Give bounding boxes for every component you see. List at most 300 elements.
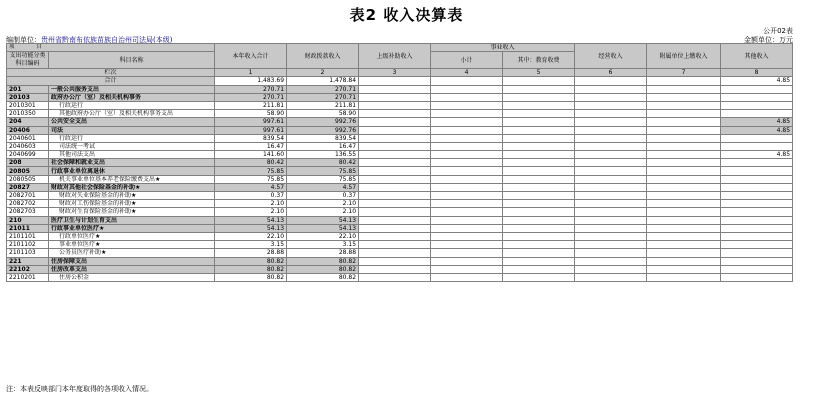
subject-name: 财政对其他社会保险基金的补助★	[49, 183, 215, 191]
fiscal-value: 270.71	[287, 93, 359, 101]
subject-name: 其他政府办公厅（室）及相关机构事务支出	[49, 110, 215, 118]
fiscal-value: 80.82	[287, 273, 359, 281]
empty-cell	[359, 85, 431, 93]
empty-cell	[503, 134, 575, 142]
header-row-label: 栏次	[7, 69, 215, 77]
fiscal-value: 992.76	[287, 126, 359, 134]
subject-name: 机关事业单位基本养老保险缴费支出★	[49, 175, 215, 183]
current-total-value: 211.81	[215, 101, 287, 109]
empty-cell	[503, 241, 575, 249]
empty-cell	[575, 85, 647, 93]
empty-cell	[431, 208, 503, 216]
fiscal-value: 839.54	[287, 134, 359, 142]
fiscal-value: 80.82	[287, 265, 359, 273]
other-value	[721, 208, 793, 216]
fiscal-value: 0.37	[287, 192, 359, 200]
table-row	[7, 101, 793, 109]
empty-cell	[503, 118, 575, 126]
subject-name: 一般公共服务支出	[49, 85, 215, 93]
subject-code: 2210201	[7, 273, 49, 281]
table-row	[7, 224, 793, 232]
form-code: 公开02表	[763, 27, 793, 35]
subject-code: 2101101	[7, 232, 49, 240]
empty-cell	[431, 175, 503, 183]
other-value: 4.85	[721, 151, 793, 159]
table-row	[7, 249, 793, 257]
empty-cell	[575, 134, 647, 142]
subject-code: 2082701	[7, 192, 49, 200]
subject-code: 2040603	[7, 142, 49, 150]
fiscal-value: 75.85	[287, 167, 359, 175]
subject-code: 2080505	[7, 175, 49, 183]
empty-cell	[431, 77, 503, 85]
empty-cell	[359, 265, 431, 273]
table-row	[7, 151, 793, 159]
table-row	[7, 232, 793, 240]
footnote: 注：本表反映部门本年度取得的各项收入情况。	[6, 385, 153, 393]
fiscal-value: 2.10	[287, 208, 359, 216]
empty-cell	[575, 241, 647, 249]
current-total-value: 839.54	[215, 134, 287, 142]
subject-name: 行政运行	[49, 101, 215, 109]
fiscal-value: 270.71	[287, 85, 359, 93]
empty-cell	[647, 151, 721, 159]
table-row	[7, 192, 793, 200]
empty-cell	[575, 126, 647, 134]
empty-cell	[431, 93, 503, 101]
subject-name: 住房公积金	[49, 273, 215, 281]
subject-code: 221	[7, 257, 49, 265]
empty-cell	[503, 216, 575, 224]
table-row	[7, 85, 793, 93]
empty-cell	[575, 142, 647, 150]
table-row	[7, 167, 793, 175]
empty-cell	[431, 126, 503, 134]
subject-name: 住房改革支出	[49, 265, 215, 273]
fiscal-value: 58.90	[287, 110, 359, 118]
current-total-value: 75.85	[215, 167, 287, 175]
subject-name: 财政对生育保险基金的补助★	[49, 208, 215, 216]
col-num: 7	[647, 69, 721, 77]
col-num: 1	[215, 69, 287, 77]
current-total-value: 16.47	[215, 142, 287, 150]
header-affiliate: 附属单位上缴收入	[647, 44, 721, 69]
fiscal-value: 211.81	[287, 101, 359, 109]
fiscal-value: 2.10	[287, 200, 359, 208]
other-value	[721, 183, 793, 191]
subject-name: 行政运行	[49, 134, 215, 142]
col-num: 2	[287, 69, 359, 77]
subject-name: 住房保障支出	[49, 257, 215, 265]
empty-cell	[647, 167, 721, 175]
current-total-value: 54.13	[215, 216, 287, 224]
empty-cell	[575, 249, 647, 257]
empty-cell	[575, 183, 647, 191]
empty-cell	[359, 273, 431, 281]
empty-cell	[575, 175, 647, 183]
empty-cell	[359, 175, 431, 183]
empty-cell	[647, 93, 721, 101]
empty-cell	[575, 273, 647, 281]
empty-cell	[359, 151, 431, 159]
other-value	[721, 142, 793, 150]
fiscal-value: 16.47	[287, 142, 359, 150]
table-row	[7, 110, 793, 118]
col-num: 4	[431, 69, 503, 77]
empty-cell	[647, 110, 721, 118]
empty-cell	[431, 232, 503, 240]
other-value	[721, 192, 793, 200]
empty-cell	[503, 249, 575, 257]
subject-code: 2040699	[7, 151, 49, 159]
subject-code: 20827	[7, 183, 49, 191]
empty-cell	[431, 257, 503, 265]
empty-cell	[359, 167, 431, 175]
empty-cell	[503, 159, 575, 167]
fiscal-value: 75.85	[287, 175, 359, 183]
fiscal-value: 80.42	[287, 159, 359, 167]
empty-cell	[647, 257, 721, 265]
empty-cell	[359, 110, 431, 118]
table-row	[7, 118, 793, 126]
current-total-value: 80.82	[215, 273, 287, 281]
empty-cell	[431, 167, 503, 175]
empty-cell	[647, 224, 721, 232]
empty-cell	[647, 208, 721, 216]
empty-cell	[503, 265, 575, 273]
empty-cell	[575, 265, 647, 273]
empty-cell	[359, 208, 431, 216]
subject-code: 2101103	[7, 249, 49, 257]
empty-cell	[647, 118, 721, 126]
fiscal-value: 80.82	[287, 257, 359, 265]
empty-cell	[359, 192, 431, 200]
table-row	[7, 142, 793, 150]
table-row	[7, 216, 793, 224]
empty-cell	[575, 257, 647, 265]
empty-cell	[431, 224, 503, 232]
empty-cell	[503, 192, 575, 200]
subject-code: 210	[7, 216, 49, 224]
empty-cell	[359, 257, 431, 265]
empty-cell	[575, 159, 647, 167]
empty-cell	[503, 232, 575, 240]
report-title: 表2 收入决算表	[349, 6, 464, 24]
empty-cell	[503, 151, 575, 159]
empty-cell	[647, 142, 721, 150]
empty-cell	[647, 200, 721, 208]
fiscal-value: 54.13	[287, 216, 359, 224]
empty-cell	[503, 273, 575, 281]
empty-cell	[359, 134, 431, 142]
table-row	[7, 241, 793, 249]
empty-cell	[647, 159, 721, 167]
subject-name: 政府办公厅（室）及相关机构事务	[49, 93, 215, 101]
table-row	[7, 273, 793, 281]
subject-code: 201	[7, 85, 49, 93]
subject-name: 行政事业单位离退休	[49, 167, 215, 175]
current-total-value: 80.82	[215, 265, 287, 273]
header-business-sub: 小计	[431, 52, 503, 69]
total-label: 合计	[7, 77, 215, 85]
current-total-value: 2.10	[215, 200, 287, 208]
empty-cell	[503, 183, 575, 191]
current-total-value: 80.82	[215, 257, 287, 265]
empty-cell	[575, 200, 647, 208]
empty-cell	[503, 200, 575, 208]
empty-cell	[647, 273, 721, 281]
total-fiscal: 1,478.84	[287, 77, 359, 85]
empty-cell	[431, 118, 503, 126]
subject-name: 其他司法支出	[49, 151, 215, 159]
empty-cell	[503, 93, 575, 101]
income-table	[6, 43, 793, 282]
subject-name: 财政对失业保险基金的补助★	[49, 192, 215, 200]
empty-cell	[359, 142, 431, 150]
current-total-value: 141.60	[215, 151, 287, 159]
current-total-value: 54.13	[215, 224, 287, 232]
empty-cell	[431, 85, 503, 93]
current-total-value: 22.10	[215, 232, 287, 240]
table-row	[7, 126, 793, 134]
fiscal-value: 992.76	[287, 118, 359, 126]
empty-cell	[359, 232, 431, 240]
header-fiscal: 财政拨款收入	[287, 44, 359, 69]
fiscal-value: 3.15	[287, 241, 359, 249]
empty-cell	[575, 232, 647, 240]
empty-cell	[575, 93, 647, 101]
empty-cell	[575, 110, 647, 118]
fiscal-value: 54.13	[287, 224, 359, 232]
empty-cell	[359, 101, 431, 109]
other-value: 4.85	[721, 118, 793, 126]
empty-cell	[359, 77, 431, 85]
subject-code: 20103	[7, 93, 49, 101]
empty-cell	[431, 110, 503, 118]
subject-name: 公共安全支出	[49, 118, 215, 126]
subject-code: 2101102	[7, 241, 49, 249]
subject-name: 医疗卫生与计划生育支出	[49, 216, 215, 224]
other-value	[721, 85, 793, 93]
other-value	[721, 224, 793, 232]
total-row	[7, 77, 793, 85]
subject-code: 2010350	[7, 110, 49, 118]
empty-cell	[503, 224, 575, 232]
table-row	[7, 200, 793, 208]
empty-cell	[359, 159, 431, 167]
empty-cell	[431, 200, 503, 208]
header-code: 支出功能分类科目编码	[7, 52, 49, 69]
subject-name: 财政对工伤保险基金的补助★	[49, 200, 215, 208]
empty-cell	[647, 216, 721, 224]
other-value	[721, 200, 793, 208]
empty-cell	[431, 192, 503, 200]
empty-cell	[503, 110, 575, 118]
subject-name: 司法统一考试	[49, 142, 215, 150]
empty-cell	[647, 232, 721, 240]
table-row	[7, 265, 793, 273]
header-business-edu: 其中：教育收费	[503, 52, 575, 69]
table-row	[7, 93, 793, 101]
empty-cell	[503, 101, 575, 109]
empty-cell	[647, 241, 721, 249]
current-total-value: 3.15	[215, 241, 287, 249]
subject-code: 204	[7, 118, 49, 126]
total-other: 4.85	[721, 77, 793, 85]
table-row	[7, 183, 793, 191]
subject-code: 22102	[7, 265, 49, 273]
other-value	[721, 134, 793, 142]
organization-name: 贵州省黔南布依族苗族自治州司法局(本级)	[41, 36, 173, 44]
empty-cell	[431, 159, 503, 167]
col-num: 8	[721, 69, 793, 77]
other-value	[721, 101, 793, 109]
other-value	[721, 216, 793, 224]
subject-name: 行政事业单位医疗★	[49, 224, 215, 232]
subject-name: 公务员医疗补助★	[49, 249, 215, 257]
header-operating: 经营收入	[575, 44, 647, 69]
other-value	[721, 93, 793, 101]
empty-cell	[359, 200, 431, 208]
subject-code: 2040601	[7, 134, 49, 142]
subject-code: 208	[7, 159, 49, 167]
empty-cell	[647, 126, 721, 134]
empty-cell	[503, 257, 575, 265]
empty-cell	[575, 118, 647, 126]
empty-cell	[431, 142, 503, 150]
total-current: 1,483.69	[215, 77, 287, 85]
table-row	[7, 134, 793, 142]
fiscal-value: 28.88	[287, 249, 359, 257]
subject-name: 事业单位医疗★	[49, 241, 215, 249]
empty-cell	[575, 208, 647, 216]
empty-cell	[359, 241, 431, 249]
empty-cell	[575, 216, 647, 224]
empty-cell	[431, 249, 503, 257]
subject-code: 21011	[7, 224, 49, 232]
subject-name: 行政单位医疗★	[49, 232, 215, 240]
header-name: 科目名称	[49, 52, 215, 69]
other-value: 4.85	[721, 126, 793, 134]
empty-cell	[647, 183, 721, 191]
table-row	[7, 208, 793, 216]
empty-cell	[503, 77, 575, 85]
organization-label: 编制单位：	[6, 36, 41, 44]
subject-name: 司法	[49, 126, 215, 134]
empty-cell	[503, 175, 575, 183]
subject-code: 20406	[7, 126, 49, 134]
empty-cell	[647, 85, 721, 93]
current-total-value: 28.88	[215, 249, 287, 257]
other-value	[721, 110, 793, 118]
money-unit: 金额单位：万元	[744, 36, 793, 44]
empty-cell	[431, 265, 503, 273]
empty-cell	[647, 101, 721, 109]
fiscal-value: 4.57	[287, 183, 359, 191]
current-total-value: 997.61	[215, 118, 287, 126]
empty-cell	[575, 77, 647, 85]
header-other: 其他收入	[721, 44, 793, 69]
table-row	[7, 159, 793, 167]
empty-cell	[431, 101, 503, 109]
empty-cell	[575, 224, 647, 232]
empty-cell	[503, 126, 575, 134]
other-value	[721, 232, 793, 240]
subject-name: 社会保障和就业支出	[49, 159, 215, 167]
col-num: 6	[575, 69, 647, 77]
subject-code: 2082702	[7, 200, 49, 208]
empty-cell	[503, 85, 575, 93]
empty-cell	[647, 134, 721, 142]
current-total-value: 80.42	[215, 159, 287, 167]
empty-cell	[503, 208, 575, 216]
empty-cell	[431, 134, 503, 142]
header-corner: 项 目	[7, 44, 215, 52]
table-row	[7, 257, 793, 265]
other-value	[721, 249, 793, 257]
empty-cell	[647, 249, 721, 257]
empty-cell	[575, 151, 647, 159]
current-total-value: 2.10	[215, 208, 287, 216]
header-business-group: 事业收入	[431, 44, 575, 52]
other-value	[721, 241, 793, 249]
current-total-value: 58.90	[215, 110, 287, 118]
header-current-total: 本年收入合计	[215, 44, 287, 69]
subject-code: 2082703	[7, 208, 49, 216]
empty-cell	[647, 192, 721, 200]
other-value	[721, 273, 793, 281]
other-value	[721, 175, 793, 183]
current-total-value: 997.61	[215, 126, 287, 134]
empty-cell	[575, 192, 647, 200]
subject-code: 20805	[7, 167, 49, 175]
empty-cell	[647, 265, 721, 273]
empty-cell	[359, 118, 431, 126]
empty-cell	[431, 216, 503, 224]
empty-cell	[647, 175, 721, 183]
empty-cell	[503, 167, 575, 175]
empty-cell	[431, 273, 503, 281]
other-value	[721, 265, 793, 273]
current-total-value: 270.71	[215, 85, 287, 93]
col-num: 3	[359, 69, 431, 77]
other-value	[721, 167, 793, 175]
empty-cell	[431, 183, 503, 191]
empty-cell	[575, 101, 647, 109]
current-total-value: 0.37	[215, 192, 287, 200]
fiscal-value: 22.10	[287, 232, 359, 240]
current-total-value: 75.85	[215, 175, 287, 183]
empty-cell	[359, 126, 431, 134]
empty-cell	[359, 93, 431, 101]
empty-cell	[575, 167, 647, 175]
other-value	[721, 159, 793, 167]
subject-code: 2010301	[7, 101, 49, 109]
empty-cell	[359, 183, 431, 191]
fiscal-value: 136.55	[287, 151, 359, 159]
empty-cell	[359, 216, 431, 224]
empty-cell	[503, 142, 575, 150]
empty-cell	[431, 241, 503, 249]
empty-cell	[359, 249, 431, 257]
table-row	[7, 175, 793, 183]
current-total-value: 270.71	[215, 93, 287, 101]
header-superior: 上级补助收入	[359, 44, 431, 69]
empty-cell	[431, 151, 503, 159]
col-num: 5	[503, 69, 575, 77]
empty-cell	[647, 77, 721, 85]
other-value	[721, 257, 793, 265]
